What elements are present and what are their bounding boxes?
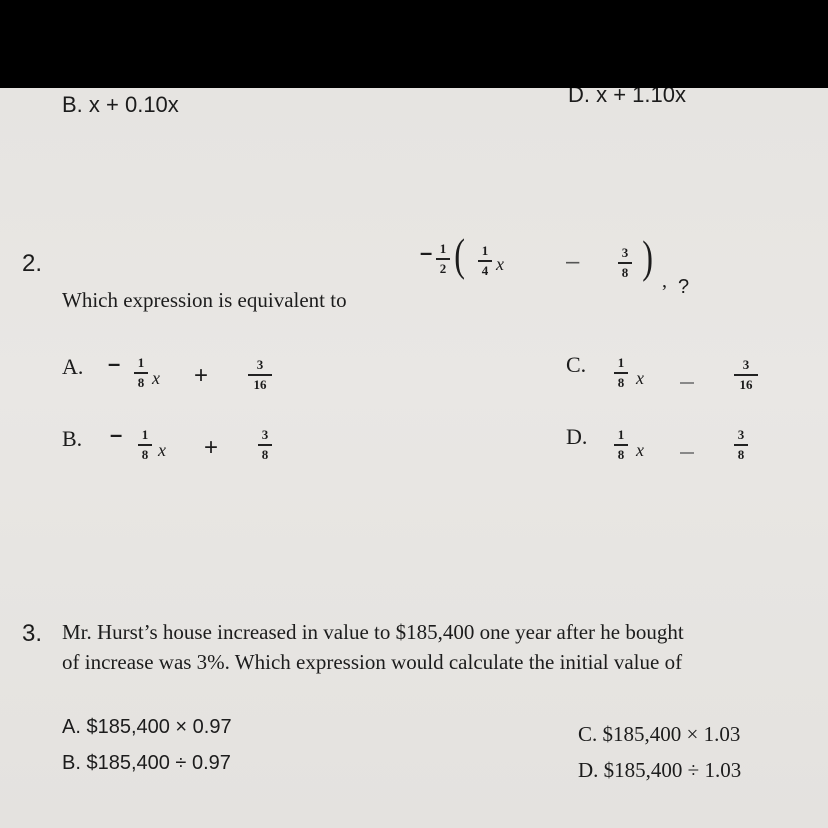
numerator: 1 — [141, 427, 149, 442]
choice-d-coefficient — [614, 428, 628, 462]
denominator: 8 — [617, 375, 625, 390]
choice-b-constant — [258, 428, 272, 462]
fraction-bar — [134, 372, 148, 374]
numerator: 3 — [256, 357, 264, 372]
choice-a-constant — [248, 358, 272, 392]
denominator: 8 — [617, 447, 625, 462]
fraction-bar — [248, 374, 272, 376]
choice-b-operator: + — [204, 434, 219, 461]
fraction-bar — [478, 260, 492, 262]
question-2-stem: Which expression is equivalent to — [62, 288, 347, 312]
left-paren: ( — [454, 229, 466, 280]
prev-choice-b: B. x + 0.10x — [62, 92, 179, 117]
question-2-number: 2. — [22, 250, 43, 277]
question-3-line-1: Mr. Hurst’s house increased in value to $185,400 one year after he bought — [62, 620, 684, 644]
numerator: 3 — [742, 357, 750, 372]
expr-constant-denominator: 8 — [621, 265, 629, 280]
worksheet-page — [0, 88, 828, 828]
choice-b-x: x — [158, 440, 166, 460]
denominator: 8 — [137, 375, 145, 390]
numerator: 3 — [737, 427, 745, 442]
expr-question-mark: ? — [678, 276, 690, 298]
fraction-bar — [138, 444, 152, 446]
choice-a-x: x — [152, 368, 160, 388]
choice-a-coefficient — [134, 356, 148, 390]
right-paren: ) — [642, 231, 654, 282]
question-3-choice-a[interactable]: A. $185,400 × 0.97 — [62, 716, 232, 738]
fraction-bar — [258, 444, 272, 446]
question-3-line-2: of increase was 3%. Which expression would calculate the initial value of — [62, 650, 683, 674]
denominator: 8 — [737, 447, 745, 462]
expr-constant-numerator: 3 — [621, 245, 629, 260]
choice-b-coefficient — [138, 428, 152, 462]
choice-b-sign: – — [110, 422, 123, 447]
expr-comma: , — [662, 270, 667, 292]
expr-variable-x: x — [496, 254, 504, 274]
expr-outer-numerator: 1 — [439, 241, 447, 256]
expr-inner-numerator: 1 — [481, 243, 489, 258]
expr-minus-sign: – — [420, 240, 433, 265]
expr-constant-fraction — [618, 246, 632, 280]
choice-c-minus-operator — [680, 382, 694, 384]
prev-choice-d: D. x + 1.10x — [568, 88, 687, 107]
choice-d-x: x — [636, 440, 644, 460]
denominator: 8 — [261, 447, 269, 462]
expr-inner-denominator: 4 — [481, 263, 489, 278]
fraction-bar — [618, 262, 632, 264]
choice-d-constant — [734, 428, 748, 462]
question-3-choice-b[interactable]: B. $185,400 ÷ 0.97 — [62, 752, 231, 774]
denominator: 8 — [141, 447, 149, 462]
numerator: 3 — [261, 427, 269, 442]
choice-c-x: x — [636, 368, 644, 388]
choice-a-operator: + — [194, 362, 209, 389]
expr-inner-fraction — [478, 244, 492, 278]
choice-c-letter: C. — [566, 352, 587, 377]
choice-d-minus-operator — [680, 452, 694, 454]
denominator: 16 — [253, 377, 267, 392]
choice-a-letter: A. — [62, 354, 84, 379]
question-3-choice-d[interactable]: D. $185,400 ÷ 1.03 — [578, 758, 742, 782]
question-3-choice-c[interactable]: C. $185,400 × 1.03 — [578, 722, 741, 746]
fraction-bar — [734, 374, 758, 376]
denominator: 16 — [739, 377, 753, 392]
numerator: 1 — [137, 355, 145, 370]
expr-outer-denominator: 2 — [439, 261, 447, 276]
choice-c-constant — [734, 358, 758, 392]
expr-outer-fraction — [436, 242, 450, 276]
choice-a-sign: – — [108, 351, 121, 376]
fraction-bar — [614, 444, 628, 446]
choice-b-letter: B. — [62, 426, 83, 451]
question-3-number: 3. — [22, 620, 43, 647]
numerator: 1 — [617, 355, 625, 370]
fraction-bar — [614, 372, 628, 374]
expr-minus-operator: – — [566, 248, 580, 275]
fraction-bar — [734, 444, 748, 446]
fraction-bar — [436, 258, 450, 260]
choice-c-coefficient — [614, 356, 628, 390]
choice-d-letter: D. — [566, 424, 588, 449]
numerator: 1 — [617, 427, 625, 442]
